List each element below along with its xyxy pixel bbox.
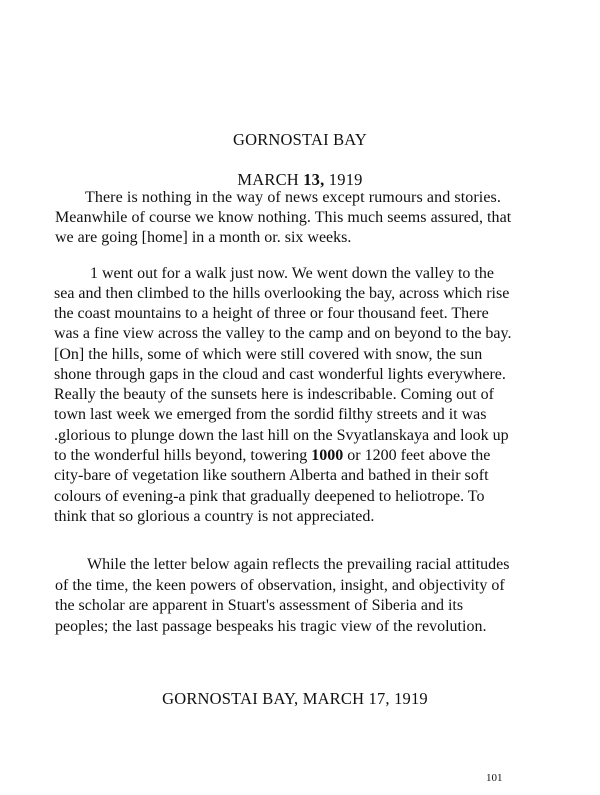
paragraph-line: While the letter below again reflects the prevailing racial attitudes <box>87 556 510 573</box>
date-day-bold: 13, <box>303 170 325 189</box>
paragraph-line: [On] the hills, some of which were still covered with snow, the sun <box>54 346 483 363</box>
paragraph-line: .glorious to plunge down the last hill on the Svyatlanskaya and look up <box>54 427 509 444</box>
towering-end: above the <box>428 447 491 464</box>
second-heading: GORNOSTAI BAY, MARCH 17, 1919 <box>162 689 428 708</box>
paragraph-line: colours of evening-a pink that gradually deepened to heliotrope. To <box>54 488 485 505</box>
paragraph-line: the coast mountains to a height of three or four thousand feet. There <box>54 305 489 322</box>
paragraph-line-towering <box>54 446 490 466</box>
paragraph-line: Meanwhile of course we know nothing. This much seems assured, that <box>55 209 512 226</box>
paragraph-line: city-bare of vegetation like southern Alberta and bathed in their soft <box>54 467 489 484</box>
paragraph-line: we are going [home] in a month or. six weeks. <box>55 229 352 246</box>
date-line <box>0 170 600 190</box>
paragraph-line: shone through gaps in the cloud and cast wonderful lights everywhere. <box>54 366 506 383</box>
paragraph-line: Really the beauty of the sunsets here is indescribable. Coming out of <box>54 386 494 403</box>
paragraph-line: There is nothing in the way of news except rumours and stories. <box>85 189 501 206</box>
paragraph-line: was a fine view across the valley to the camp and on beyond to the bay. <box>54 325 512 342</box>
paragraph-line: think that so glorious a country is not appreciated. <box>54 508 375 525</box>
towering-text: to the wonderful hills beyond, towering <box>54 447 312 464</box>
paragraph-line: sea and then climbed to the hills overlooking the bay, across which rise <box>54 285 510 302</box>
height-bold: 1000 <box>311 447 344 464</box>
paragraph-line: peoples; the last passage bespeaks his tragic view of the revolution. <box>55 618 487 635</box>
paragraph-line: the scholar are apparent in Stuart's assessment of Siberia and its <box>55 597 464 614</box>
page-heading: GORNOSTAI BAY <box>232 130 368 149</box>
paragraph-line: 1 went out for a walk just now. We went down the valley to the <box>90 265 494 282</box>
paragraph-line: of the time, the keen powers of observation, insight, and objectivity of <box>55 577 505 594</box>
date-year: 1919 <box>324 170 363 189</box>
paragraph-line: town last week we emerged from the sordid filthy streets and it was <box>54 406 487 423</box>
page-number: 101 <box>486 772 503 784</box>
date-prefix: MARCH <box>237 170 304 189</box>
height-rest: or 1200 feet <box>343 447 429 464</box>
